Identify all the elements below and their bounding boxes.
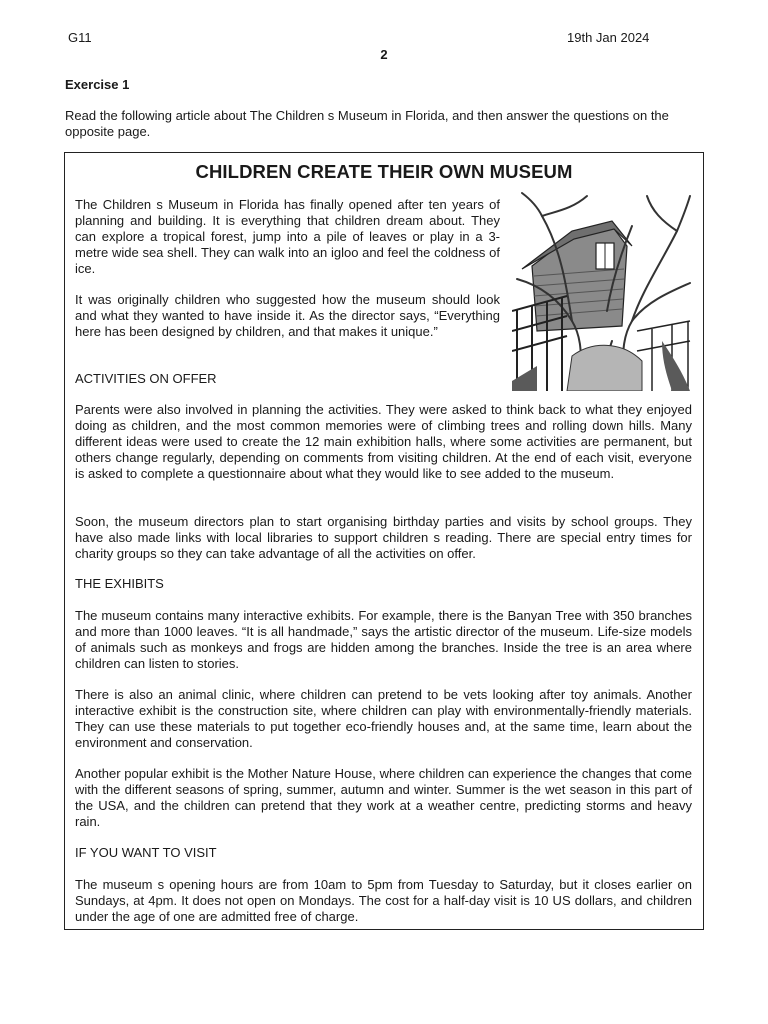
article-box: [64, 152, 704, 930]
section-heading-visit: IF YOU WANT TO VISIT: [75, 845, 217, 860]
exhibits-paragraph: There is also an animal clinic, where children can pretend to be vets looking after toy animals. Another interactive exhibit is the construction site, where children can play with environmentally-friendly materials. They can use these materials to put together eco-friendly houses and, at the same time, learn about the environment and conservation.: [75, 687, 692, 750]
visit-paragraph: The museum s opening hours are from 10am to 5pm from Tuesday to Saturday, but it closes earlier on Sundays, at 4pm. It does not open on Mondays. The cost for a half-day visit is 10 US dollars, and children under the age of one are admitted free of charge.: [75, 877, 692, 924]
section-heading-activities: ACTIVITIES ON OFFER: [75, 371, 217, 386]
article-title: CHILDREN CREATE THEIR OWN MUSEUM: [195, 161, 573, 182]
header-date: 19th Jan 2024: [567, 30, 650, 45]
exercise-label: Exercise 1: [65, 77, 130, 92]
activities-paragraph: Parents were also involved in planning the activities. They were asked to think back to what they enjoyed doing as children, and the most common memories were of climbing trees and rolling down hills. Many different ideas were used to create the 12 main exhibition halls, where some activities are permanent, but others change regularly, depending on comments from visiting children. At the end of each visit, everyone is asked to complete a questionnaire about what they would like to see added to the museum.: [75, 402, 692, 481]
exhibits-paragraph: The museum contains many interactive exhibits. For example, there is the Banyan Tree with 350 branches and more than 1000 leaves. “It is all handmade,” says the artistic director of the museum. Life-size models of animals such as monkeys and frogs are hidden among the branches. Inside the tree is an area where children can listen to stories.: [75, 608, 692, 671]
treehouse-illustration: [512, 191, 692, 391]
section-heading-exhibits: THE EXHIBITS: [75, 576, 164, 591]
director-quote-paragraph: It was originally children who suggested how the museum should look and what they wanted to have inside it. As the director says, “Everything here has been designed by children, and that makes it unique.”: [75, 292, 500, 339]
intro-paragraph: The Children s Museum in Florida has finally opened after ten years of planning and building. It is everything that children dream about. They can explore a tropical forest, jump into a pile of leaves or play in a 3-metre wide sea shell. They can walk into an igloo and feel the coldness of ice.: [75, 197, 500, 276]
exhibits-paragraph: Another popular exhibit is the Mother Nature House, where children can experience the changes that come with the different seasons of spring, summer, autumn and winter. Summer is the wet season in this part of the USA, and the children can pretend that they work at a weather centre, predicting storms and heavy rain.: [75, 766, 692, 829]
class-code: G11: [68, 30, 92, 45]
exercise-instruction: Read the following article about The Children s Museum in Florida, and then answer the questions on the opposite page.: [65, 108, 669, 139]
page-number: 2: [380, 47, 388, 62]
activities-paragraph: Soon, the museum directors plan to start organising birthday parties and visits by school groups. They have also made links with local libraries to support children s reading. There are special entry times for charity groups so they can take advantage of all the activities on offer.: [75, 514, 692, 561]
